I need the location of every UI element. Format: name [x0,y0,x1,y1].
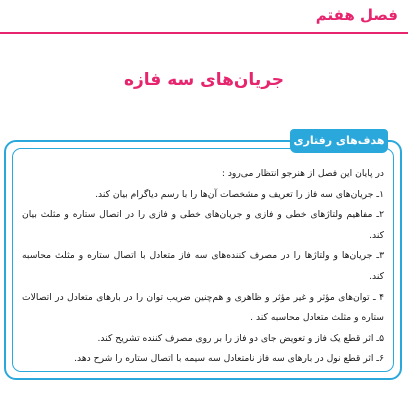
objectives-content [22,164,384,370]
header-rule [0,32,408,34]
objective-item-1: ۱ـ جریان‌های سه فاز را تعریف و مشخصات آن‌ها را با رسم دیاگرام بیان کند. [95,188,384,200]
objective-item-6: ۶ـ اثر قطع نول در بارهای سه فاز نامتعادل سه سیمه با اتصال ستاره را شرح دهد. [74,353,384,365]
page-title: جریان‌های سه فازه [123,70,285,90]
objective-item-3: ۳ـ جریان‌ها و ولتاژها را در مصرف کننده‌های سه فاز متعادل با اتصال ستاره و مثلث محاسبه کند. [22,250,384,282]
objective-item-5: ۵ـ اثر قطع یک فاز و تعویض جای دو فاز را بر روی مصرف کننده تشریح کند. [97,332,384,344]
objectives-heading: هدف‌های رفتاری [290,129,388,153]
objectives-intro: در پایان این فصل از هنرجو انتظار می‌رود : [221,168,384,179]
chapter-label: فصل هفتم [315,6,398,24]
objective-item-2: ۲ـ مفاهیم ولتاژهای خطی و فازی و جریان‌های خطی و فازی را در اتصال ستاره و مثلث بیان کند. [22,209,384,241]
objective-item-4: ۴ ـ توان‌های مؤثر و غیر مؤثر و ظاهری و هم‌چنین ضریب توان را در بارهای متعادل در اتصالات ستاره و مثلث متعادل محاسبه کند . [22,291,384,324]
